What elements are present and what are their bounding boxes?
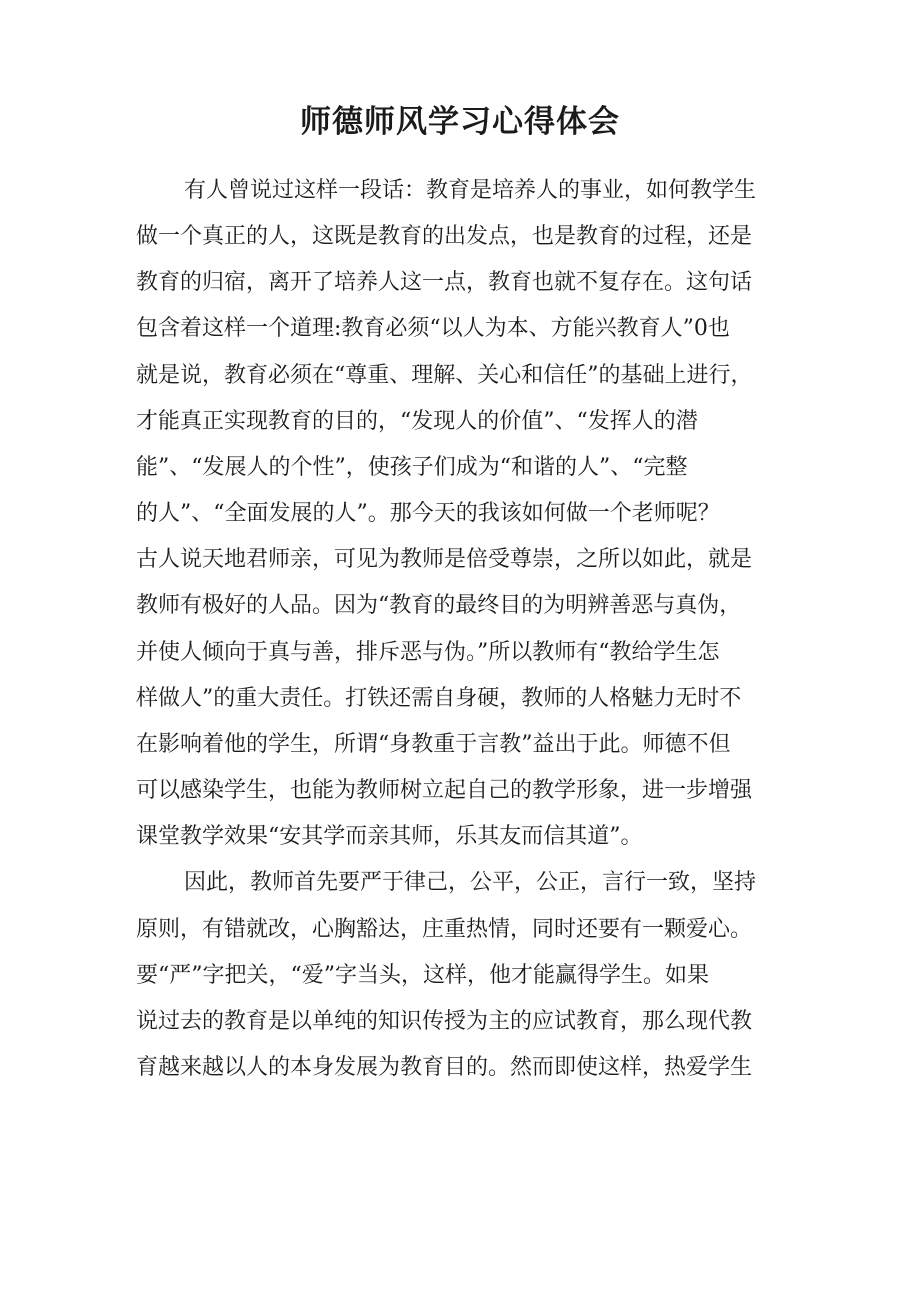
text-line: 教师有极好的人品。因为“教育的最终目的为明辨善恶与真伪， [136, 593, 742, 618]
text-line: 育越来越以人的本身发展为教育目的。然而即使这样，热爱学生 [136, 1055, 753, 1080]
text-line: 能”、“发展人的个性”，使孩子们成为“和谐的人”、“完整 [136, 455, 688, 480]
text-line: 的人”、“全面发展的人”。那今天的我该如何做一个老师呢？ [136, 501, 720, 526]
text-line: 有人曾说过这样一段话：教育是培养人的事业，如何教学生 [184, 178, 757, 203]
text-line: 古人说天地君师亲，可见为教师是倍受尊崇，之所以如此，就是 [136, 547, 753, 572]
text-line: 说过去的教育是以单纯的知识传授为主的应试教育，那么现代教 [136, 1009, 753, 1034]
text-line: 要“严”字把关，“爱”字当头，这样，他才能赢得学生。如果 [136, 963, 709, 988]
text-line: 包含着这样一个道理:教育必须“以人为本、方能兴教育人”0也 [136, 316, 730, 341]
text-line: 做一个真正的人，这既是教育的出发点，也是教育的过程，还是 [136, 224, 753, 249]
text-line: 才能真正实现教育的目的，“发现人的价值”、“发挥人的潜 [136, 409, 698, 434]
text-line: 教育的归宿，离开了培养人这一点，教育也就不复存在。这句话 [136, 270, 753, 295]
document-title: 师德师风学习心得体会 [300, 104, 620, 140]
text-line: 课堂教学效果“安其学而亲其师，乐其友而信其道”。 [136, 824, 643, 849]
text-line: 可以感染学生，也能为教师树立起自己的教学形象，进一步增强 [136, 778, 753, 803]
text-line: 并使人倾向于真与善，排斥恶与伪。”所以教师有“教给学生怎 [136, 640, 720, 665]
text-line: 样做人”的重大责任。打铁还需自身硬，教师的人格魅力无时不 [136, 686, 742, 711]
text-line: 在影响着他的学生，所谓“身教重于言教”益出于此。师德不但 [136, 732, 731, 757]
text-line: 因此，教师首先要严于律己，公平，公正，言行一致，坚持 [184, 870, 757, 895]
text-line: 原则，有错就改，心胸豁达，庄重热情，同时还要有一颗爱心。 [136, 917, 753, 942]
text-line: 就是说，教育必须在“尊重、理解、关心和信任”的基础上进行， [136, 363, 753, 388]
